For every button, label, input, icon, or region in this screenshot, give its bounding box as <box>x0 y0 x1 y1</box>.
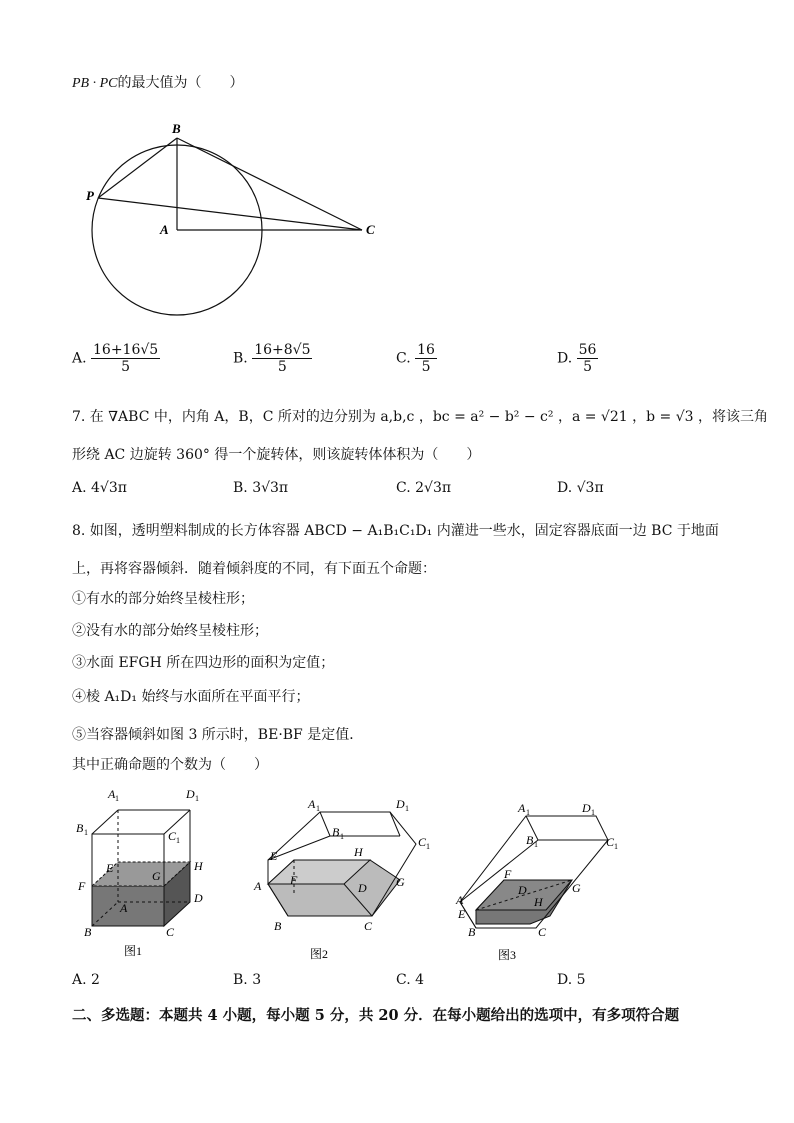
svg-text:D: D <box>518 883 527 897</box>
svg-text:G: G <box>572 881 581 895</box>
q7-option-c[interactable]: C. 2√3π <box>396 480 452 496</box>
numerator: 16 <box>417 342 435 358</box>
svg-text:1: 1 <box>176 836 180 845</box>
fraction <box>415 342 437 375</box>
q6-figure <box>80 118 390 318</box>
svg-text:1: 1 <box>316 804 320 813</box>
q8-prop-2: ②没有水的部分始终呈棱柱形； <box>72 623 268 639</box>
q8-option-d[interactable]: D. 5 <box>557 972 586 988</box>
svg-text:1: 1 <box>591 808 595 817</box>
fraction <box>577 342 599 375</box>
svg-text:A: A <box>308 797 316 811</box>
svg-text:H: H <box>354 845 363 859</box>
q8-option-a[interactable]: A. 2 <box>72 972 100 988</box>
caption-2: 图2 <box>310 947 329 961</box>
svg-text:B: B <box>332 825 340 839</box>
q7-option-b[interactable]: B. 3√3π <box>233 480 289 496</box>
q6-expr: PB · PC <box>72 76 118 91</box>
svg-text:B: B <box>274 919 282 933</box>
svg-text:D: D <box>358 881 367 895</box>
svg-text:B: B <box>84 925 92 939</box>
q7-stem-line1: 7. 在 ∇ABC 中，内角 A，B，C 所对的边分别为 a,b,c ，bc = a² − b² − c² ，a = √21 ，b = √3 ，将该三角 <box>72 409 768 425</box>
svg-text:1: 1 <box>84 828 88 837</box>
q8-stem-line2: 上，再将容器倾斜．随着倾斜度的不同，有下面五个命题： <box>72 561 436 577</box>
q6-option-d[interactable] <box>557 342 598 375</box>
svg-text:D: D <box>194 891 203 905</box>
fraction <box>91 342 160 375</box>
segment-PB <box>98 138 177 198</box>
q8-figure-1 <box>74 780 224 960</box>
q7-option-d[interactable]: D. √3π <box>557 480 604 496</box>
q6-stem <box>72 72 244 92</box>
svg-text:1: 1 <box>534 840 538 849</box>
svg-text:C: C <box>166 925 175 939</box>
svg-text:C: C <box>364 919 373 933</box>
numerator: 56 <box>578 342 597 358</box>
option-letter: D. <box>557 350 573 367</box>
svg-text:F: F <box>504 867 512 881</box>
q7-option-a[interactable]: A. 4√3π <box>72 480 127 496</box>
svg-text:1: 1 <box>340 832 344 841</box>
svg-text:1: 1 <box>115 794 119 803</box>
q6-stem-text: 的最大值为（ ） <box>117 75 244 91</box>
q8-figure-3 <box>452 794 642 964</box>
q8-option-b[interactable]: B. 3 <box>233 972 262 988</box>
svg-text:A: A <box>254 879 262 893</box>
svg-text:B: B <box>76 821 84 835</box>
label-A: A <box>160 222 169 237</box>
svg-text:C: C <box>418 835 427 849</box>
q8-question: 其中正确命题的个数为（ ） <box>72 757 268 773</box>
q8-prop-5: ⑤当容器倾斜如图 3 所示时，BE·BF 是定值． <box>72 727 364 743</box>
svg-text:C: C <box>606 835 615 849</box>
water-front <box>92 886 164 926</box>
numerator: 16+8√5 <box>254 342 311 358</box>
svg-text:B: B <box>468 925 476 939</box>
segment-BC <box>177 138 362 230</box>
q8-prop-3: ③水面 EFGH 所在四边形的面积为定值； <box>72 655 335 671</box>
svg-text:G: G <box>396 875 405 889</box>
svg-text:E: E <box>458 907 466 921</box>
label-P: P <box>86 188 94 203</box>
svg-text:F: F <box>290 873 298 887</box>
svg-text:C: C <box>538 925 547 939</box>
svg-text:D: D <box>186 787 195 801</box>
numerator: 16+16√5 <box>93 342 159 358</box>
denominator: 5 <box>583 359 593 375</box>
q8-prop-4: ④棱 A₁D₁ 始终与水面所在平面平行； <box>72 689 310 705</box>
q8-prop-1: ①有水的部分始终呈棱柱形； <box>72 591 254 607</box>
segment-PC <box>98 198 362 230</box>
svg-text:A: A <box>120 901 128 915</box>
caption-1: 图1 <box>124 944 143 958</box>
svg-text:B: B <box>526 833 534 847</box>
denominator: 5 <box>277 359 287 375</box>
svg-text:1: 1 <box>195 794 199 803</box>
q8-stem-line1: 8. 如图，透明塑料制成的长方体容器 ABCD − A₁B₁C₁D₁ 内灌进一些水，固定容器底面一边 BC 于地面 <box>72 523 719 539</box>
option-letter: C. <box>396 350 411 367</box>
label-C: C <box>366 222 375 237</box>
svg-text:E: E <box>270 849 278 863</box>
q7-stem-line2: 形绕 AC 边旋转 360° 得一个旋转体，则该旋转体体积为（ ） <box>72 447 481 463</box>
svg-text:H: H <box>194 859 203 873</box>
svg-text:F: F <box>78 879 86 893</box>
denominator: 5 <box>121 359 131 375</box>
section-2-header: 二、多选题：本题共 4 小题，每小题 5 分，共 20 分．在每小题给出的选项中，有多项符合题 <box>72 1007 680 1024</box>
svg-text:G: G <box>152 869 161 883</box>
q6-option-b[interactable] <box>233 342 312 375</box>
svg-text:1: 1 <box>526 808 530 817</box>
svg-text:E: E <box>106 861 114 875</box>
denominator: 5 <box>421 359 431 375</box>
svg-text:H: H <box>534 895 543 909</box>
label-B: B <box>172 121 181 136</box>
svg-text:1: 1 <box>405 804 409 813</box>
q6-option-c[interactable] <box>396 342 437 375</box>
q8-option-c[interactable]: C. 4 <box>396 972 425 988</box>
q6-option-a[interactable] <box>72 342 160 375</box>
svg-text:A: A <box>456 893 464 907</box>
option-letter: B. <box>233 350 248 367</box>
option-letter: A. <box>72 350 87 367</box>
svg-text:A: A <box>518 801 526 815</box>
svg-text:1: 1 <box>614 842 618 851</box>
svg-text:C: C <box>168 829 177 843</box>
q8-figure-2 <box>250 788 440 968</box>
svg-text:1: 1 <box>426 842 430 851</box>
caption-3: 图3 <box>498 948 517 962</box>
fraction <box>252 342 312 375</box>
svg-text:A: A <box>108 787 116 801</box>
svg-text:D: D <box>582 801 591 815</box>
svg-text:D: D <box>396 797 405 811</box>
